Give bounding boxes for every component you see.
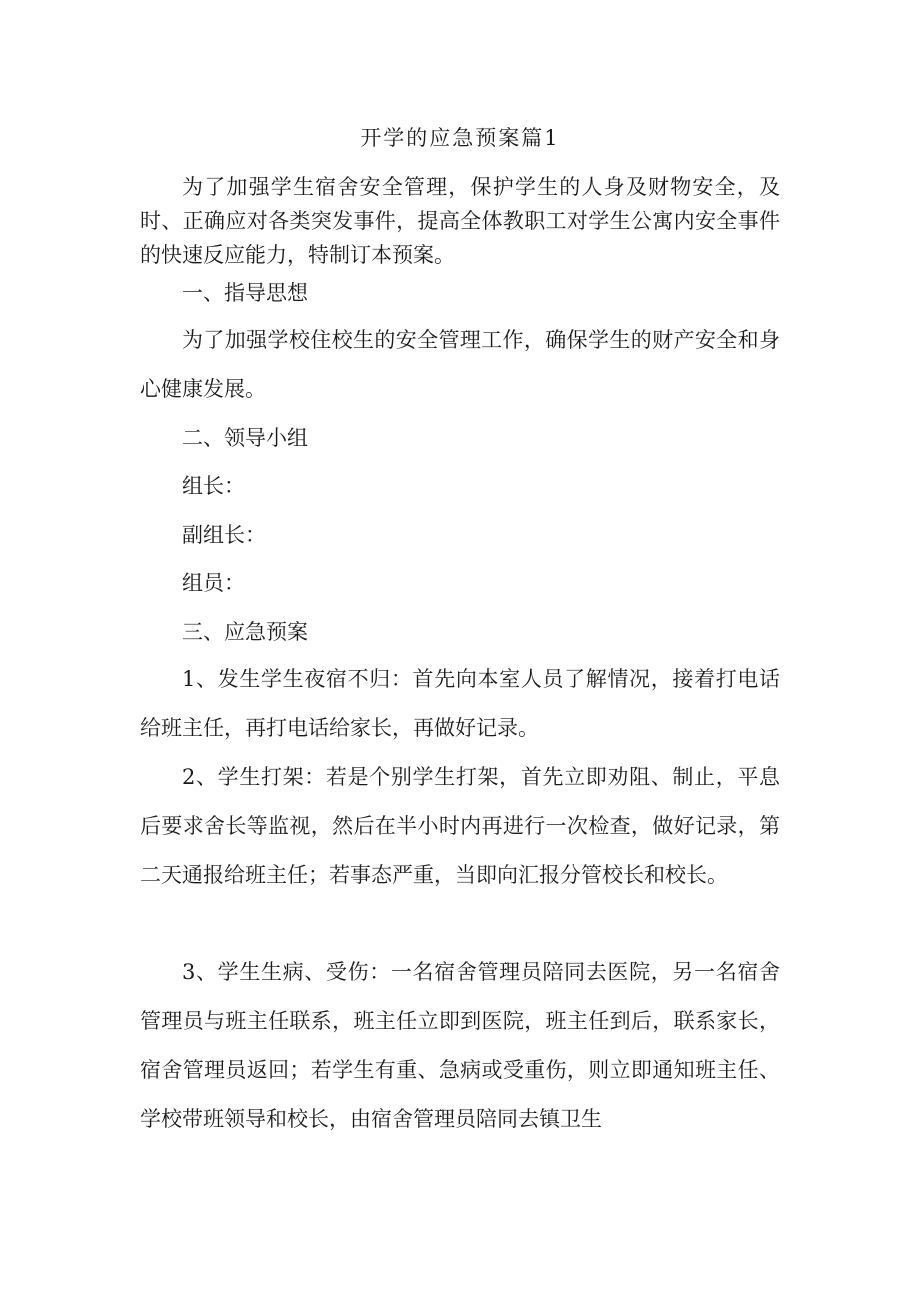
document-title: 开学的应急预案篇1	[360, 126, 560, 150]
item1-paragraph: 1、发生学生夜宿不归：首先向本室人员了解情况，接着打电话给班主任，再打电话给家长，再做好记录。	[140, 667, 780, 740]
members-line: 组员：	[182, 571, 245, 595]
item2-paragraph: 2、学生打架：若是个别学生打架，首先立即劝阻、制止，平息后要求舍长等监视，然后在半小时内再进行一次检查，做好记录，第二天通报给班主任；若事态严重，当即向汇报分管校长和校长。	[140, 765, 780, 887]
section2-heading: 二、领导小组	[182, 426, 308, 450]
item3-paragraph: 3、学生生病、受伤：一名宿舍管理员陪同去医院，另一名宿舍管理员与班主任联系，班主任立即到医院，班主任到后，联系家长，宿舍管理员返回；若学生有重、急病或受重伤，则立即通知班主任、学校带班领导和校长，由宿舍管理员陪同去镇卫生	[140, 960, 780, 1131]
section1-heading: 一、指导思想	[182, 281, 308, 305]
leader-line: 组长：	[182, 474, 245, 498]
section1-paragraph: 为了加强学校住校生的安全管理工作，确保学生的财产安全和身心健康发展。	[140, 328, 780, 401]
section3-heading: 三、应急预案	[182, 620, 308, 644]
intro-paragraph: 为了加强学生宿舍安全管理，保护学生的人身及财物安全，及时、正确应对各类突发事件，提高全体教职工对学生公寓内安全事件的快速反应能力，特制订本预案。	[140, 175, 780, 267]
vice-leader-line: 副组长：	[182, 523, 266, 547]
